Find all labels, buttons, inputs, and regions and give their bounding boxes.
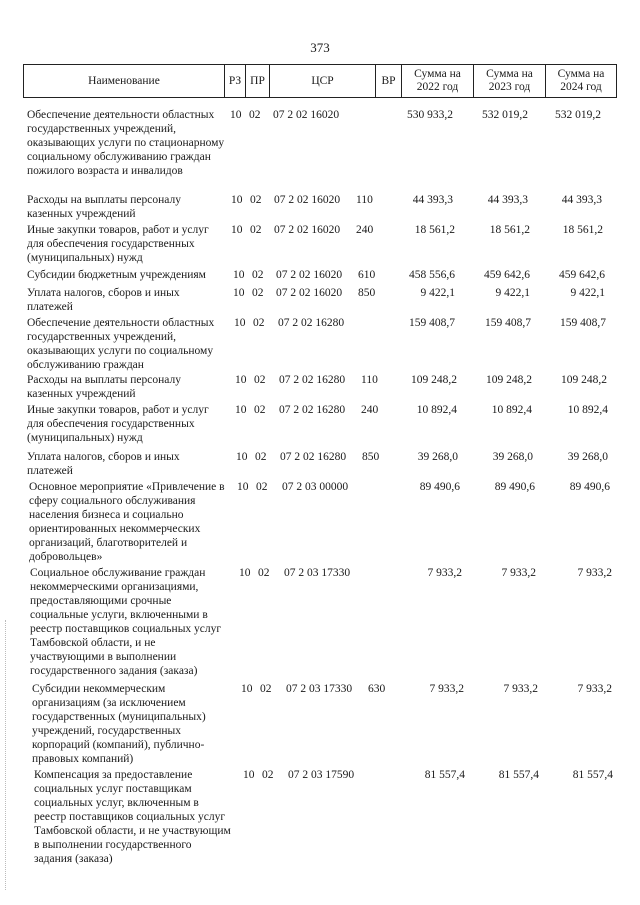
row-name: Обеспечение деятельности областных государственных учреждений, оказывающих услуги по социальному обслуживанию граждан — [27, 317, 215, 371]
row-sum-2024: 459 642,6 — [559, 269, 605, 281]
row-sum-2022: 44 393,3 — [412, 194, 453, 206]
row-sum-2023: 89 490,6 — [494, 481, 535, 493]
row-rz: 10 — [235, 404, 247, 416]
row-rz: 10 — [235, 374, 247, 386]
row-rz: 10 — [231, 194, 243, 206]
row-rz: 10 — [231, 224, 243, 236]
row-rz: 10 — [236, 451, 248, 463]
row-pr: 02 — [253, 317, 265, 329]
row-csr: 07 2 03 17330 — [284, 567, 351, 579]
row-sum-2023: 18 561,2 — [489, 224, 530, 236]
scan-margin-mark — [5, 620, 7, 890]
row-pr: 02 — [254, 374, 266, 386]
row-sum-2024: 44 393,3 — [561, 194, 602, 206]
row-sum-2022: 9 422,1 — [420, 287, 455, 299]
row-pr: 02 — [258, 567, 270, 579]
row-name: Компенсация за предоставление социальных услуг поставщикам социальных услуг, включенным в реестр поставщиков социальных услуг Тамбовской области, и не участвующим в выполнении государственного задания (заказа) — [34, 769, 231, 865]
row-sum-2024: 10 892,4 — [567, 404, 608, 416]
row-name: Расходы на выплаты персоналу казенных учреждений — [27, 374, 181, 400]
row-sum-2024: 89 490,6 — [569, 481, 610, 493]
row-vr: 240 — [361, 404, 379, 416]
row-sum-2022: 7 933,2 — [427, 567, 462, 579]
row-sum-2024: 159 408,7 — [560, 317, 606, 329]
row-csr: 07 2 03 00000 — [282, 481, 349, 493]
row-name: Уплата налогов, сборов и иных платежей — [27, 451, 180, 477]
row-sum-2023: 459 642,6 — [484, 269, 530, 281]
header-sum-2023: Сумма на 2023 год — [474, 65, 546, 97]
row-sum-2023: 7 933,2 — [503, 683, 538, 695]
row-vr: 630 — [368, 683, 386, 695]
row-csr: 07 2 02 16280 — [279, 374, 346, 386]
row-pr: 02 — [254, 404, 266, 416]
row-csr: 07 2 02 16280 — [279, 404, 346, 416]
row-sum-2023: 9 422,1 — [495, 287, 530, 299]
row-sum-2023: 159 408,7 — [485, 317, 531, 329]
row-pr: 02 — [255, 451, 267, 463]
row-pr: 02 — [252, 269, 264, 281]
row-name: Основное мероприятие «Привлечение в сферу социального обслуживания населения бизнеса и социально ориентированных некоммерческих организаций, благотворителей и добровольцев» — [29, 481, 225, 563]
row-csr: 07 2 02 16020 — [273, 109, 340, 121]
row-sum-2024: 81 557,4 — [572, 769, 613, 781]
row-csr: 07 2 02 16020 — [274, 194, 341, 206]
row-rz: 10 — [233, 287, 245, 299]
row-name: Уплата налогов, сборов и иных платежей — [27, 287, 180, 313]
row-sum-2024: 18 561,2 — [562, 224, 603, 236]
row-sum-2024: 7 933,2 — [577, 567, 612, 579]
row-name: Субсидии бюджетным учреждениям — [27, 269, 206, 281]
row-name: Социальное обслуживание граждан некоммерческими организациями, предоставляющими срочные социальные услуги, включенными в реестр поставщиков социальных услуг Тамбовской области, и не участвующими в выполнении государственного задания (заказа) — [30, 567, 222, 677]
row-sum-2022: 7 933,2 — [429, 683, 464, 695]
row-name: Субсидии некоммерческим организациям (за исключением государственных (муниципальных) учреждений, государственных корпораций (компаний), публично-правовых компаний) — [32, 683, 206, 765]
header-vr: ВР — [376, 65, 402, 97]
row-sum-2024: 9 422,1 — [570, 287, 605, 299]
row-sum-2022: 10 892,4 — [416, 404, 457, 416]
row-name: Иные закупки товаров, работ и услуг для обеспечения государственных (муниципальных) нужд — [27, 224, 209, 264]
row-csr: 07 2 03 17330 — [286, 683, 353, 695]
row-sum-2023: 7 933,2 — [501, 567, 536, 579]
row-rz: 10 — [233, 269, 245, 281]
row-vr: 850 — [362, 451, 380, 463]
row-vr: 110 — [356, 194, 373, 206]
row-csr: 07 2 02 16020 — [274, 224, 341, 236]
row-sum-2022: 81 557,4 — [424, 769, 465, 781]
row-vr: 240 — [356, 224, 374, 236]
row-csr: 07 2 02 16020 — [276, 269, 343, 281]
row-csr: 07 2 02 16280 — [278, 317, 345, 329]
row-csr: 07 2 02 16020 — [276, 287, 343, 299]
row-sum-2022: 458 556,6 — [409, 269, 455, 281]
row-pr: 02 — [250, 224, 262, 236]
row-sum-2022: 109 248,2 — [411, 374, 457, 386]
row-sum-2022: 18 561,2 — [414, 224, 455, 236]
row-vr: 850 — [358, 287, 376, 299]
row-name: Иные закупки товаров, работ и услуг для обеспечения государственных (муниципальных) нужд — [27, 404, 209, 444]
row-sum-2023: 44 393,3 — [487, 194, 528, 206]
row-sum-2023: 81 557,4 — [498, 769, 539, 781]
header-rz: РЗ — [225, 65, 246, 97]
row-sum-2023: 532 019,2 — [482, 109, 528, 121]
row-pr: 02 — [256, 481, 268, 493]
row-sum-2023: 10 892,4 — [491, 404, 532, 416]
row-pr: 02 — [252, 287, 264, 299]
header-pr: ПР — [246, 65, 270, 97]
row-pr: 02 — [260, 683, 272, 695]
row-vr: 110 — [361, 374, 378, 386]
header-name: Наименование — [24, 65, 225, 97]
row-csr: 07 2 02 16280 — [280, 451, 347, 463]
row-sum-2024: 532 019,2 — [555, 109, 601, 121]
row-sum-2022: 530 933,2 — [407, 109, 453, 121]
row-sum-2023: 39 268,0 — [492, 451, 533, 463]
row-sum-2024: 7 933,2 — [577, 683, 612, 695]
row-rz: 10 — [239, 567, 251, 579]
row-sum-2024: 39 268,0 — [567, 451, 608, 463]
header-sum-2024: Сумма на 2024 год — [557, 68, 605, 93]
row-sum-2022: 89 490,6 — [419, 481, 460, 493]
row-rz: 10 — [234, 317, 246, 329]
header-csr: ЦСР — [270, 65, 376, 97]
row-pr: 02 — [249, 109, 261, 121]
row-sum-2022: 159 408,7 — [409, 317, 455, 329]
row-name: Расходы на выплаты персоналу казенных учреждений — [27, 194, 181, 220]
row-pr: 02 — [250, 194, 262, 206]
row-sum-2024: 109 248,2 — [561, 374, 607, 386]
row-vr: 610 — [358, 269, 376, 281]
row-name: Обеспечение деятельности областных государственных учреждений, оказывающих услуги по стационарному социальному обслуживанию граждан пожилого возраста и инвалидов — [27, 109, 225, 177]
header-sum-2022: Сумма на 2022 год — [402, 65, 474, 97]
row-sum-2023: 109 248,2 — [486, 374, 532, 386]
row-rz: 10 — [243, 769, 255, 781]
page-number: 373 — [310, 40, 330, 55]
row-csr: 07 2 03 17590 — [288, 769, 355, 781]
row-rz: 10 — [241, 683, 253, 695]
row-rz: 10 — [237, 481, 249, 493]
row-pr: 02 — [262, 769, 274, 781]
row-rz: 10 — [230, 109, 242, 121]
row-sum-2022: 39 268,0 — [417, 451, 458, 463]
